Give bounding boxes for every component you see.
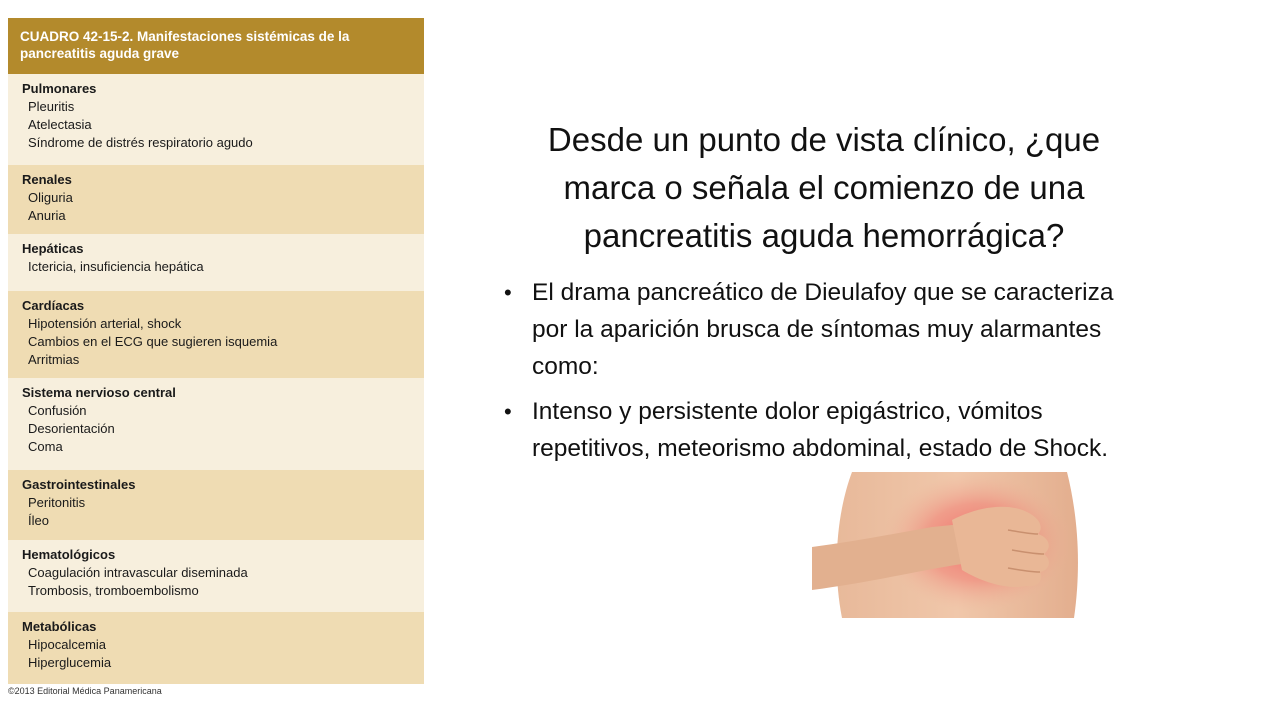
- section-item: Síndrome de distrés respiratorio agudo: [28, 135, 253, 150]
- table-title: CUADRO 42-15-2. Manifestaciones sistémicas de la pancreatitis aguda grave: [8, 18, 424, 74]
- bullet-item: [504, 274, 1144, 385]
- section-hepaticas: [8, 234, 424, 291]
- section-item: Atelectasia: [28, 117, 92, 132]
- section-item: Desorientación: [28, 421, 115, 436]
- section-title: Sistema nervioso central: [22, 385, 176, 400]
- slide-question: Desde un punto de vista clínico, ¿que marca o señala el comienzo de una pancreatitis aguda hemorrágica?: [547, 121, 1101, 254]
- bullet-list: [504, 274, 1144, 475]
- section-item: Coma: [28, 439, 63, 454]
- section-hematologicos: [8, 540, 424, 612]
- section-pulmonares: [8, 74, 424, 165]
- section-renales: [8, 165, 424, 234]
- section-item: Pleuritis: [28, 99, 75, 114]
- section-item: Trombosis, tromboembolismo: [28, 583, 199, 598]
- section-title: Hematológicos: [22, 547, 116, 562]
- section-item: Arritmias: [28, 352, 80, 367]
- section-item: Peritonitis: [28, 495, 86, 510]
- section-title: Pulmonares: [22, 81, 97, 96]
- section-item: Íleo: [28, 513, 49, 528]
- bullet-text: El drama pancreático de Dieulafoy que se caracteriza por la aparición brusca de síntomas muy alarmantes como:: [532, 279, 1114, 380]
- bullet-icon: •: [504, 280, 512, 305]
- section-title: Cardíacas: [22, 298, 85, 313]
- section-title: Renales: [22, 172, 72, 187]
- section-item: Cambios en el ECG que sugieren isquemia: [28, 334, 278, 349]
- section-title: Hepáticas: [22, 241, 84, 256]
- section-item: Oliguria: [28, 190, 73, 205]
- bullet-icon: •: [504, 399, 512, 424]
- section-item: Ictericia, insuficiencia hepática: [28, 259, 204, 274]
- section-item: Anuria: [28, 208, 66, 223]
- section-metabolicas: [8, 612, 424, 684]
- section-item: Confusión: [28, 403, 87, 418]
- section-cardiacas: [8, 291, 424, 378]
- copyright-credit: ©2013 Editorial Médica Panamericana: [8, 686, 162, 696]
- section-title: Metabólicas: [22, 619, 97, 634]
- section-item: Hipocalcemia: [28, 637, 107, 652]
- abdominal-pain-photo: [812, 472, 1106, 618]
- section-title: Gastrointestinales: [22, 477, 136, 492]
- section-item: Hipotensión arterial, shock: [28, 316, 182, 331]
- bullet-text: Intenso y persistente dolor epigástrico, vómitos repetitivos, meteorismo abdominal, estado de Shock.: [532, 398, 1109, 462]
- section-gastrointestinales: [8, 470, 424, 540]
- systemic-manifestations-table: [8, 18, 424, 684]
- section-sistema-nervioso: [8, 378, 424, 470]
- section-item: Coagulación intravascular diseminada: [28, 565, 248, 580]
- bullet-item: [504, 393, 1144, 467]
- section-item: Hiperglucemia: [28, 655, 112, 670]
